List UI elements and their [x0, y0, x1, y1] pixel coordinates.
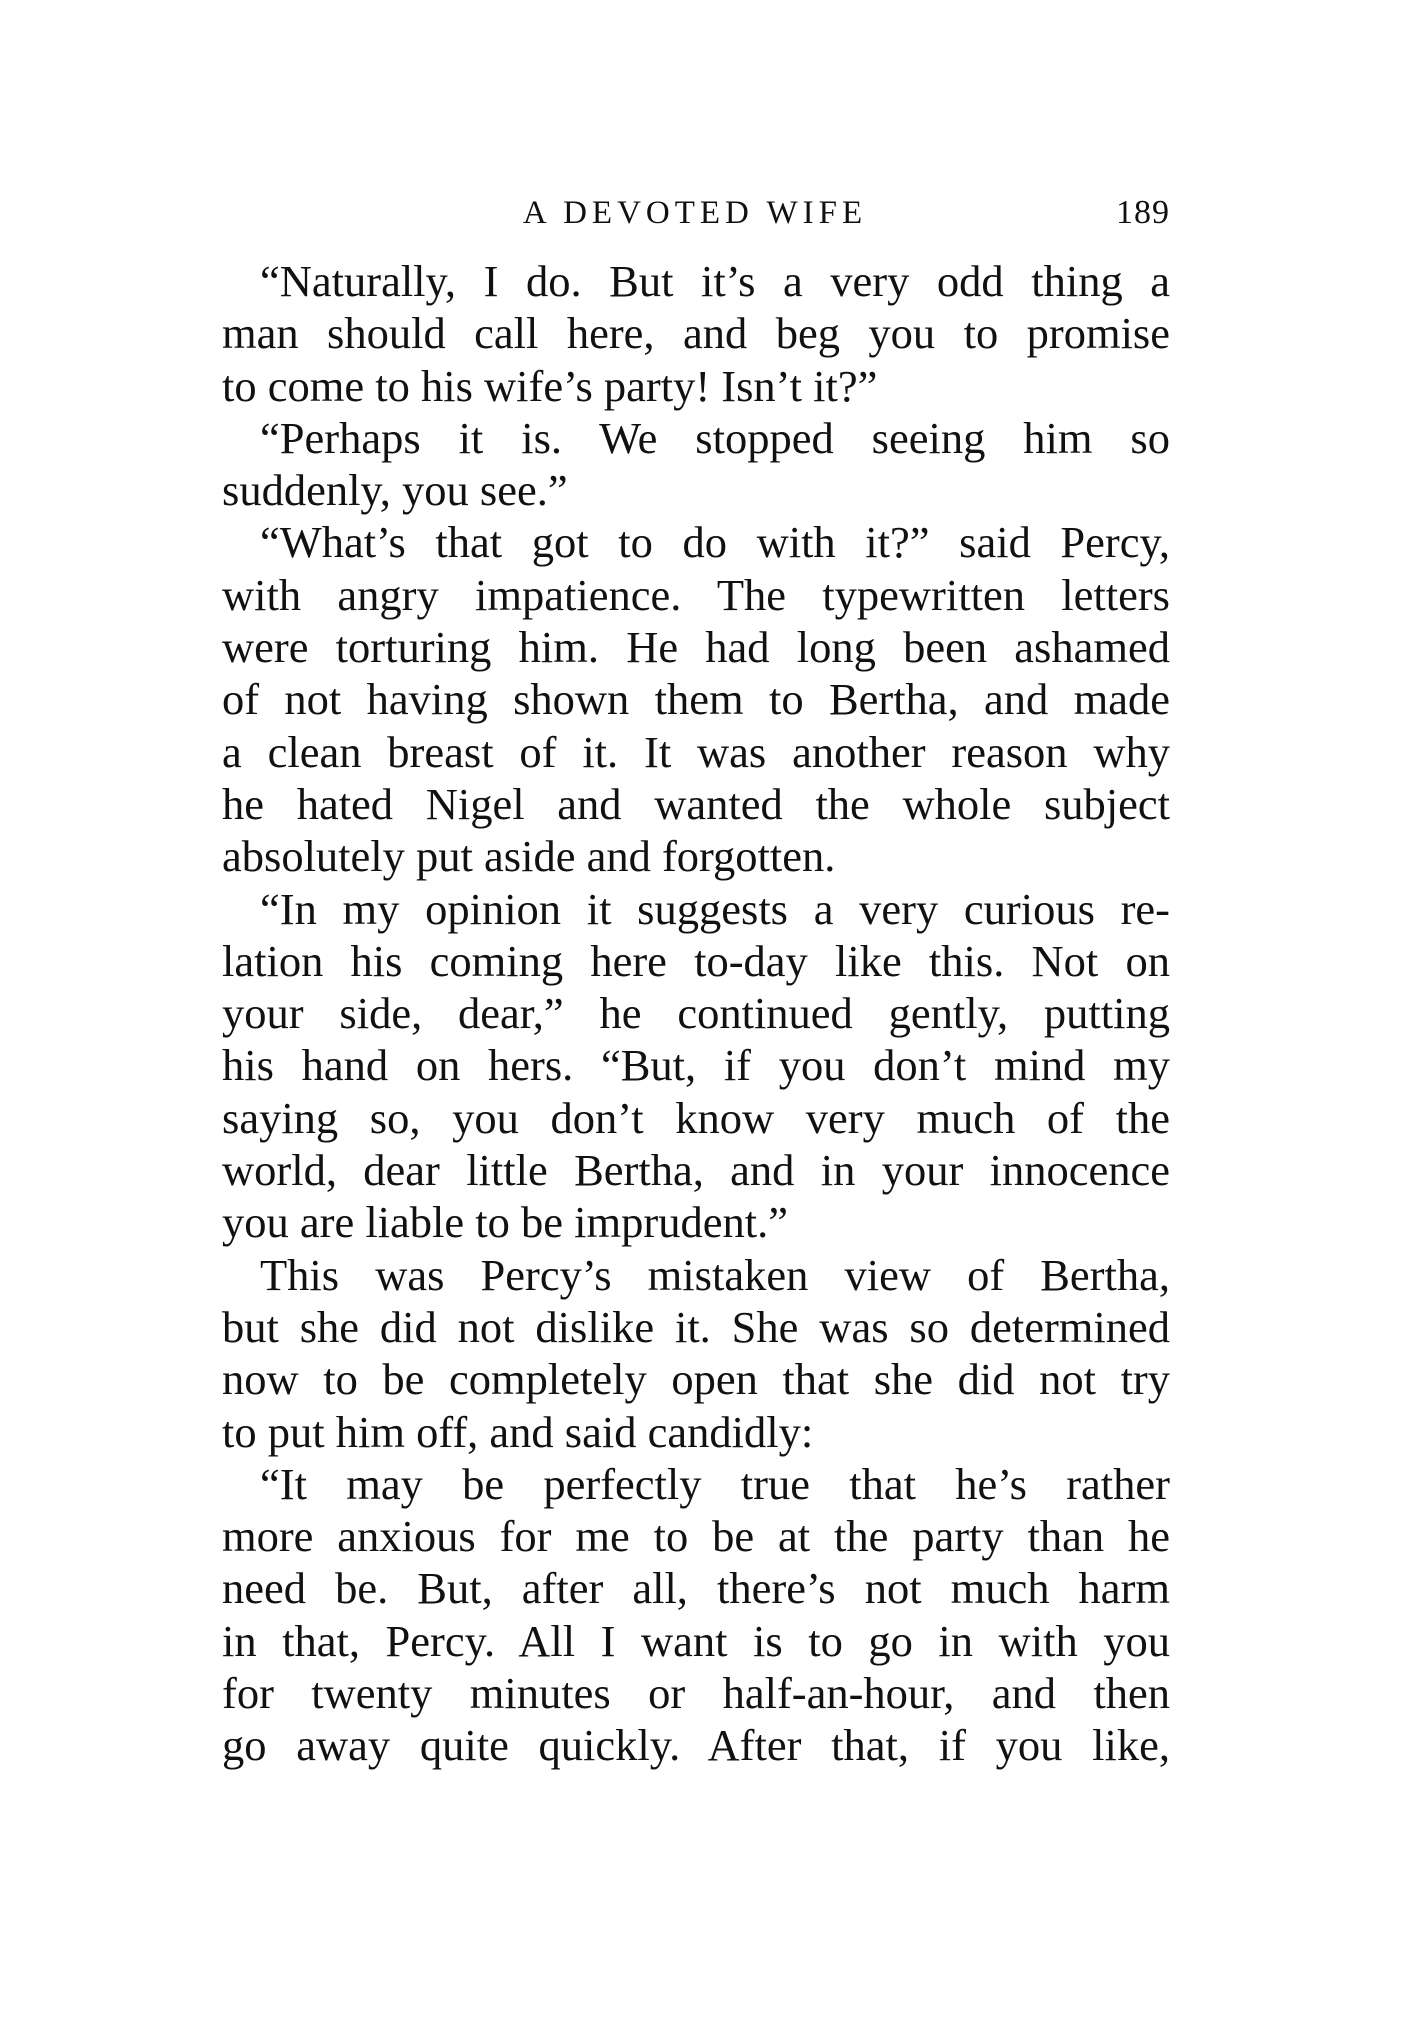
text-line: more anxious for me to be at the party than he	[222, 1511, 1170, 1562]
text-line: absolutely put aside and forgotten.	[222, 831, 836, 882]
text-line: “What’s that got to do with it?” said Percy,	[260, 517, 1170, 568]
text-line: This was Percy’s mistaken view of Bertha,	[260, 1249, 1170, 1300]
body-text	[222, 255, 1170, 1772]
text-line: in that, Percy. All I want is to go in with you	[222, 1615, 1170, 1666]
page-number: 189	[1116, 194, 1170, 231]
text-line: “Perhaps it is. We stopped seeing him so	[260, 412, 1170, 463]
running-title: A DEVOTED WIFE	[522, 195, 868, 231]
text-line: world, dear little Bertha, and in your innocence	[222, 1145, 1170, 1196]
running-head	[220, 188, 1170, 238]
text-line: you are liable to be imprudent.”	[222, 1197, 788, 1248]
text-line: his hand on hers. “But, if you don’t mind my	[222, 1040, 1170, 1091]
text-line: with angry impatience. The typewritten letters	[222, 569, 1170, 620]
text-line: for twenty minutes or half-an-hour, and then	[222, 1668, 1170, 1719]
text-line: lation his coming here to-day like this. Not on	[222, 935, 1170, 986]
text-line: to put him off, and said candidly:	[222, 1406, 814, 1457]
text-line: of not having shown them to Bertha, and made	[222, 674, 1170, 725]
text-line: “In my opinion it suggests a very curious re-	[260, 883, 1170, 934]
text-line: were torturing him. He had long been ashamed	[222, 622, 1170, 673]
text-line: go away quite quickly. After that, if you like,	[222, 1720, 1170, 1771]
text-line: need be. But, after all, there’s not much harm	[222, 1563, 1170, 1614]
text-line: to come to his wife’s party! Isn’t it?”	[222, 360, 878, 411]
text-line: suddenly, you see.”	[222, 465, 568, 516]
text-line: “It may be perfectly true that he’s rather	[260, 1458, 1170, 1509]
text-line: a clean breast of it. It was another reason why	[222, 726, 1170, 777]
text-line: saying so, you don’t know very much of the	[222, 1092, 1170, 1143]
text-line: now to be completely open that she did not try	[222, 1354, 1170, 1405]
text-line: man should call here, and beg you to promise	[222, 308, 1170, 359]
text-line: he hated Nigel and wanted the whole subject	[222, 778, 1170, 829]
text-line: your side, dear,” he continued gently, putting	[222, 988, 1170, 1039]
text-line: but she did not dislike it. She was so determined	[222, 1301, 1170, 1352]
text-line: “Naturally, I do. But it’s a very odd thing a	[260, 256, 1170, 306]
